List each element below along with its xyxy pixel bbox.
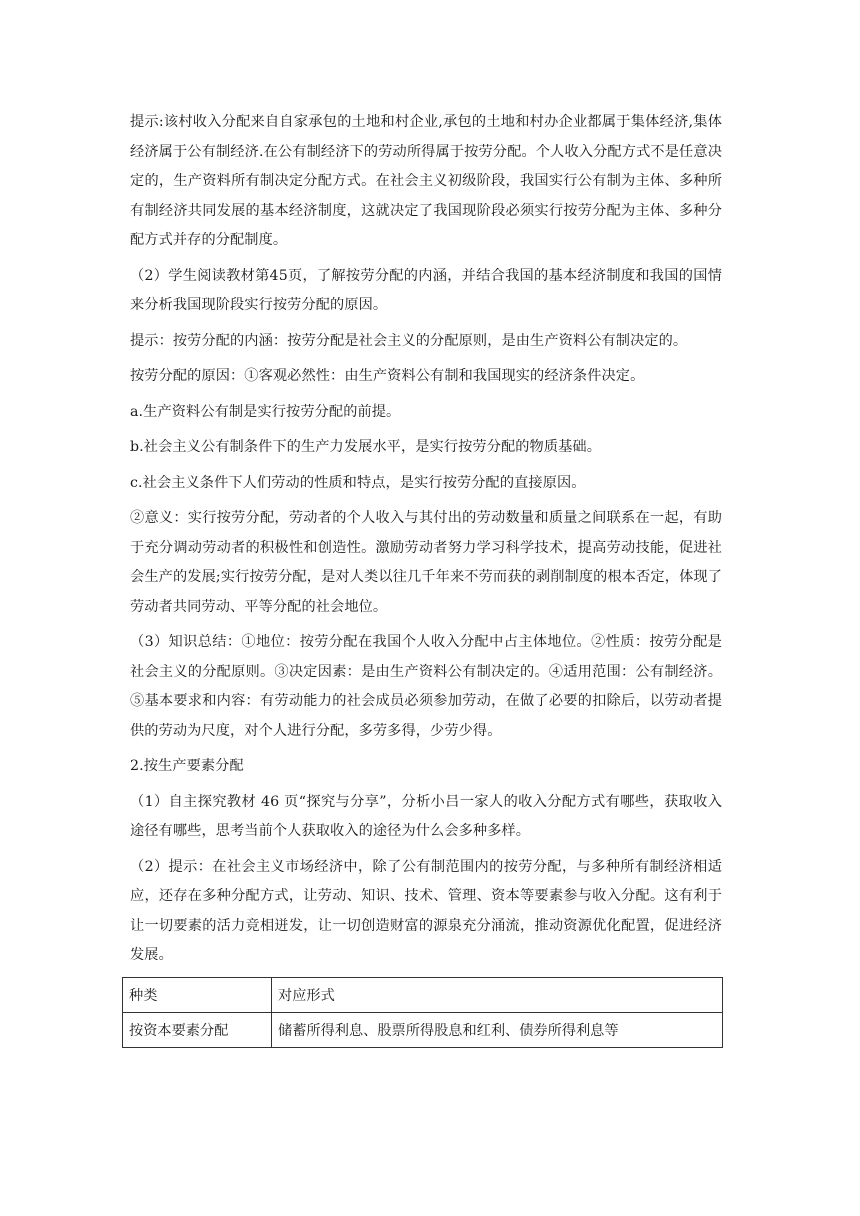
paragraph-hint-collective-economy: 提示:该村收入分配来自自家承包的土地和村企业,承包的土地和村办企业都属于集体经济,集体经济属于公有制经济.在公有制经济下的劳动所得属于按劳分配。个人收入分配方式不是任意决定的，生产资料所有制决定分配方式。在社会主义初级阶段，我国实行公有制为主体、多种所有制经济共同发展的基本经济制度，这就决定了我国现阶段必须实行按劳分配为主体、多种分配方式并存的分配制度。 bbox=[130, 114, 722, 248]
paragraph-significance: ②意义：实行按劳分配，劳动者的个人收入与其付出的劳动数量和质量之间联系在一起，有助于充分调动劳动者的积极性和创造性。激励劳动者努力学习科学技术，提高劳动技能，促进社会生产的发展;实行按劳分配，是对人类以往几千年来不劳而获的剥削制度的根本否定，体现了劳动者共同劳动、平等分配的社会地位。 bbox=[130, 510, 722, 615]
distribution-table bbox=[122, 977, 723, 1048]
document-page bbox=[130, 108, 722, 1048]
paragraph-reason: 按劳分配的原因：①客观必然性：由生产资料公有制和我国现实的经济条件决定。 bbox=[130, 368, 645, 384]
table-cell: 储蓄所得利息、股票所得股息和红利、债券所得利息等 bbox=[272, 1012, 723, 1047]
paragraph-summary: （3）知识总结：①地位：按劳分配在我国个人收入分配中占主体地位。②性质：按劳分配是社会主义的分配原则。③决定因素：是由生产资料公有制决定的。④适用范围：公有制经济。⑤基本要求和内容：有劳动能力的社会成员必须参加劳动，在做了必要的扣除后，以劳动者提供的劳动为尺度，对个人进行分配，多劳多得，少劳少得。 bbox=[130, 634, 722, 739]
paragraph-task-2: （2）学生阅读教材第45页，了解按劳分配的内涵，并结合我国的基本经济制度和我国的国情来分析我国现阶段实行按劳分配的原因。 bbox=[130, 267, 722, 313]
table-header-cell: 对应形式 bbox=[272, 977, 723, 1012]
table-row bbox=[123, 1012, 723, 1047]
table-cell: 按资本要素分配 bbox=[123, 1012, 272, 1047]
table-header-cell: 种类 bbox=[123, 977, 272, 1012]
paragraph-hint-meaning: 提示：按劳分配的内涵：按劳分配是社会主义的分配原则，是由生产资料公有制决定的。 bbox=[130, 332, 688, 349]
paragraph-hint-market-economy: （2）提示：在社会主义市场经济中，除了公有制范围内的按劳分配，与多种所有制经济相适应，还存在多种分配方式，让劳动、知识、技术、管理、资本等要素参与收入分配。这有利于让一切要素的活力竞相迸发，让一切创造财富的源泉充分涌流，推动资源优化配置，促进经济发展。 bbox=[130, 858, 722, 963]
table-header-row bbox=[123, 977, 723, 1012]
paragraph-reason-b: b.社会主义公有制条件下的生产力发展水平，是实行按劳分配的物质基础。 bbox=[130, 439, 601, 455]
paragraph-reason-c: c.社会主义条件下人们劳动的性质和特点，是实行按劳分配的直接原因。 bbox=[130, 474, 586, 491]
paragraph-explore-task: （1）自主探究教材 46 页“探究与分享”，分析小吕一家人的收入分配方式有哪些，获取收入途径有哪些，思考当前个人获取收入的途径为什么会多种多样。 bbox=[130, 793, 722, 839]
paragraph-reason-a: a.生产资料公有制是实行按劳分配的前提。 bbox=[130, 403, 401, 420]
section-heading-factor-distribution: 2.按生产要素分配 bbox=[130, 758, 244, 774]
